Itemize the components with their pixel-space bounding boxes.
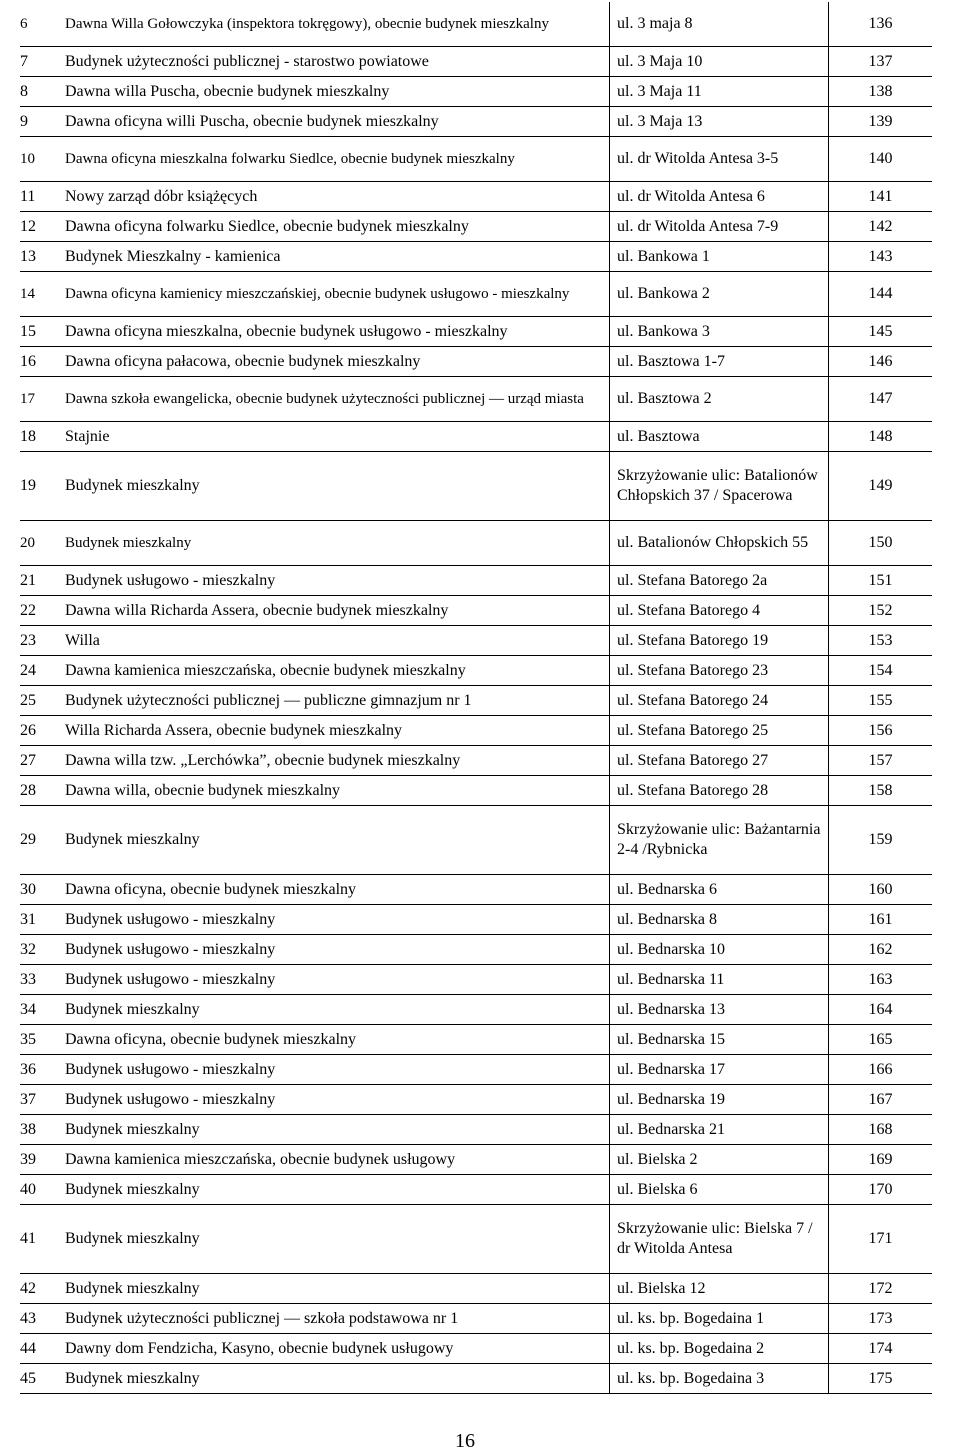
card-number: 160: [829, 875, 933, 905]
row-number: 19: [20, 452, 62, 521]
card-number: 161: [829, 905, 933, 935]
row-number: 32: [20, 935, 62, 965]
row-number: 29: [20, 806, 62, 875]
table-row: [20, 242, 932, 272]
card-number: 150: [829, 521, 933, 566]
building-name: Budynek mieszkalny: [62, 1175, 610, 1205]
building-name: Dawna kamienica mieszczańska, obecnie budynek mieszkalny: [62, 656, 610, 686]
page-number: 16: [455, 1430, 475, 1452]
building-address: Skrzyżowanie ulic: Bażantarnia 2-4 /Rybnicka: [610, 806, 829, 875]
row-number: 45: [20, 1364, 62, 1394]
card-number: 151: [829, 566, 933, 596]
building-address: ul. Basztowa 1-7: [610, 347, 829, 377]
row-number: 44: [20, 1334, 62, 1364]
building-name: Budynek użyteczności publicznej - starostwo powiatowe: [62, 47, 610, 77]
building-address: ul. Basztowa: [610, 422, 829, 452]
card-number: 172: [829, 1274, 933, 1304]
card-number: 144: [829, 272, 933, 317]
table-row: [20, 212, 932, 242]
building-name: Budynek użyteczności publicznej — szkoła podstawowa nr 1: [62, 1304, 610, 1334]
table-row: [20, 377, 932, 422]
row-number: 7: [20, 47, 62, 77]
building-address: ul. Stefana Batorego 23: [610, 656, 829, 686]
table-row: [20, 1115, 932, 1145]
building-address: ul. ks. bp. Bogedaina 2: [610, 1334, 829, 1364]
building-address: ul. Stefana Batorego 27: [610, 746, 829, 776]
row-number: 31: [20, 905, 62, 935]
building-address: ul. dr Witolda Antesa 6: [610, 182, 829, 212]
building-address: ul. Stefana Batorego 19: [610, 626, 829, 656]
building-name: Dawna szkoła ewangelicka, obecnie budynek użyteczności publicznej — urząd miasta: [62, 377, 610, 422]
table-row: [20, 137, 932, 182]
card-number: 173: [829, 1304, 933, 1334]
building-name: Budynek mieszkalny: [62, 452, 610, 521]
building-address: ul. Bednarska 17: [610, 1055, 829, 1085]
card-number: 139: [829, 107, 933, 137]
row-number: 25: [20, 686, 62, 716]
building-address: Skrzyżowanie ulic: Batalionów Chłopskich 37 / Spacerowa: [610, 452, 829, 521]
card-number: 153: [829, 626, 933, 656]
table-row: [20, 875, 932, 905]
building-name: Dawna oficyna, obecnie budynek mieszkalny: [62, 875, 610, 905]
building-name: Dawna oficyna willi Puscha, obecnie budynek mieszkalny: [62, 107, 610, 137]
row-number: 8: [20, 77, 62, 107]
table-row: [20, 422, 932, 452]
table-row: [20, 1055, 932, 1085]
table-row: [20, 47, 932, 77]
building-address: ul. Stefana Batorego 25: [610, 716, 829, 746]
row-number: 15: [20, 317, 62, 347]
table-row: [20, 626, 932, 656]
card-number: 141: [829, 182, 933, 212]
building-name: Dawna oficyna mieszkalna folwarku Siedlce, obecnie budynek mieszkalny: [62, 137, 610, 182]
table-row: [20, 1085, 932, 1115]
building-address: ul. Bednarska 10: [610, 935, 829, 965]
table-row: [20, 596, 932, 626]
row-number: 24: [20, 656, 62, 686]
building-name: Dawny dom Fendzicha, Kasyno, obecnie budynek usługowy: [62, 1334, 610, 1364]
row-number: 39: [20, 1145, 62, 1175]
building-name: Budynek mieszkalny: [62, 1364, 610, 1394]
card-number: 171: [829, 1205, 933, 1274]
building-name: Stajnie: [62, 422, 610, 452]
building-name: Budynek użyteczności publicznej — publiczne gimnazjum nr 1: [62, 686, 610, 716]
row-number: 22: [20, 596, 62, 626]
card-number: 167: [829, 1085, 933, 1115]
card-number: 147: [829, 377, 933, 422]
table-row: [20, 1274, 932, 1304]
card-number: 157: [829, 746, 933, 776]
table-row: [20, 77, 932, 107]
building-address: ul. Batalionów Chłopskich 55: [610, 521, 829, 566]
row-number: 43: [20, 1304, 62, 1334]
card-number: 148: [829, 422, 933, 452]
table-row: [20, 656, 932, 686]
table-row: [20, 995, 932, 1025]
card-number: 164: [829, 995, 933, 1025]
building-address: ul. 3 Maja 13: [610, 107, 829, 137]
row-number: 13: [20, 242, 62, 272]
row-number: 17: [20, 377, 62, 422]
row-number: 9: [20, 107, 62, 137]
table-row: [20, 965, 932, 995]
building-address: ul. dr Witolda Antesa 3-5: [610, 137, 829, 182]
building-address: ul. Bednarska 6: [610, 875, 829, 905]
card-number: 162: [829, 935, 933, 965]
building-name: Dawna oficyna folwarku Siedlce, obecnie budynek mieszkalny: [62, 212, 610, 242]
row-number: 41: [20, 1205, 62, 1274]
building-name: Budynek mieszkalny: [62, 521, 610, 566]
building-address: ul. ks. bp. Bogedaina 1: [610, 1304, 829, 1334]
table-row: [20, 182, 932, 212]
building-name: Willa: [62, 626, 610, 656]
row-number: 33: [20, 965, 62, 995]
card-number: 154: [829, 656, 933, 686]
table-row: [20, 566, 932, 596]
building-address: ul. Stefana Batorego 28: [610, 776, 829, 806]
row-number: 16: [20, 347, 62, 377]
table-row: [20, 347, 932, 377]
building-name: Dawna willa, obecnie budynek mieszkalny: [62, 776, 610, 806]
building-address: ul. dr Witolda Antesa 7-9: [610, 212, 829, 242]
building-name: Budynek mieszkalny: [62, 995, 610, 1025]
building-address: Skrzyżowanie ulic: Bielska 7 / dr Witolda Antesa: [610, 1205, 829, 1274]
table-row: [20, 806, 932, 875]
building-name: Budynek mieszkalny: [62, 1274, 610, 1304]
building-address: ul. 3 Maja 10: [610, 47, 829, 77]
building-address: ul. Stefana Batorego 2a: [610, 566, 829, 596]
card-number: 175: [829, 1364, 933, 1394]
building-name: Dawna willa Puscha, obecnie budynek mieszkalny: [62, 77, 610, 107]
card-number: 142: [829, 212, 933, 242]
building-address: ul. Bednarska 15: [610, 1025, 829, 1055]
building-address: ul. Bielska 12: [610, 1274, 829, 1304]
building-address: ul. Bielska 6: [610, 1175, 829, 1205]
card-number: 156: [829, 716, 933, 746]
building-address: ul. Bednarska 11: [610, 965, 829, 995]
building-address: ul. Bednarska 8: [610, 905, 829, 935]
row-number: 34: [20, 995, 62, 1025]
row-number: 38: [20, 1115, 62, 1145]
card-number: 166: [829, 1055, 933, 1085]
row-number: 27: [20, 746, 62, 776]
table-row: [20, 1304, 932, 1334]
table-row: [20, 272, 932, 317]
table-row: [20, 686, 932, 716]
building-name: Budynek usługowo - mieszkalny: [62, 566, 610, 596]
building-name: Dawna Willa Gołowczyka (inspektora tokręgowy), obecnie budynek mieszkalny: [62, 2, 610, 47]
building-name: Budynek mieszkalny: [62, 1205, 610, 1274]
building-name: Dawna oficyna, obecnie budynek mieszkalny: [62, 1025, 610, 1055]
card-number: 155: [829, 686, 933, 716]
building-address: ul. Basztowa 2: [610, 377, 829, 422]
row-number: 11: [20, 182, 62, 212]
row-number: 37: [20, 1085, 62, 1115]
card-number: 152: [829, 596, 933, 626]
row-number: 20: [20, 521, 62, 566]
building-address: ul. Bankowa 2: [610, 272, 829, 317]
building-address: ul. Bielska 2: [610, 1145, 829, 1175]
table-row: [20, 935, 932, 965]
row-number: 42: [20, 1274, 62, 1304]
table-row: [20, 317, 932, 347]
row-number: 6: [20, 2, 62, 47]
row-number: 40: [20, 1175, 62, 1205]
building-name: Budynek usługowo - mieszkalny: [62, 1055, 610, 1085]
row-number: 23: [20, 626, 62, 656]
card-number: 163: [829, 965, 933, 995]
table-row: [20, 1205, 932, 1274]
table-row: [20, 746, 932, 776]
building-name: Dawna oficyna pałacowa, obecnie budynek mieszkalny: [62, 347, 610, 377]
row-number: 35: [20, 1025, 62, 1055]
card-number: 169: [829, 1145, 933, 1175]
card-number: 143: [829, 242, 933, 272]
row-number: 12: [20, 212, 62, 242]
row-number: 30: [20, 875, 62, 905]
table-row: [20, 521, 932, 566]
building-name: Budynek mieszkalny: [62, 806, 610, 875]
building-name: Dawna willa Richarda Assera, obecnie budynek mieszkalny: [62, 596, 610, 626]
building-name: Dawna kamienica mieszczańska, obecnie budynek usługowy: [62, 1145, 610, 1175]
card-number: 140: [829, 137, 933, 182]
row-number: 26: [20, 716, 62, 746]
table-row: [20, 1364, 932, 1394]
table-row: [20, 905, 932, 935]
card-number: 159: [829, 806, 933, 875]
row-number: 14: [20, 272, 62, 317]
card-number: 174: [829, 1334, 933, 1364]
card-number: 136: [829, 2, 933, 47]
card-number: 146: [829, 347, 933, 377]
row-number: 28: [20, 776, 62, 806]
building-address: ul. Stefana Batorego 4: [610, 596, 829, 626]
table-row: [20, 1145, 932, 1175]
card-number: 168: [829, 1115, 933, 1145]
table-row: [20, 716, 932, 746]
building-name: Budynek usługowo - mieszkalny: [62, 965, 610, 995]
row-number: 36: [20, 1055, 62, 1085]
building-address: ul. Bankowa 3: [610, 317, 829, 347]
table-row: [20, 452, 932, 521]
building-name: Dawna oficyna mieszkalna, obecnie budynek usługowo - mieszkalny: [62, 317, 610, 347]
table-row: [20, 1334, 932, 1364]
building-name: Dawna willa tzw. „Lerchówka”, obecnie budynek mieszkalny: [62, 746, 610, 776]
building-name: Willa Richarda Assera, obecnie budynek mieszkalny: [62, 716, 610, 746]
card-number: 165: [829, 1025, 933, 1055]
table-row: [20, 776, 932, 806]
table-row: [20, 1175, 932, 1205]
row-number: 10: [20, 137, 62, 182]
building-address: ul. Stefana Batorego 24: [610, 686, 829, 716]
card-number: 170: [829, 1175, 933, 1205]
table-row: [20, 1025, 932, 1055]
building-name: Budynek mieszkalny: [62, 1115, 610, 1145]
table-row: [20, 107, 932, 137]
table-row: [20, 2, 932, 47]
building-address: ul. ks. bp. Bogedaina 3: [610, 1364, 829, 1394]
row-number: 21: [20, 566, 62, 596]
building-name: Budynek usługowo - mieszkalny: [62, 935, 610, 965]
card-number: 149: [829, 452, 933, 521]
card-number: 158: [829, 776, 933, 806]
building-address: ul. Bankowa 1: [610, 242, 829, 272]
building-address: ul. Bednarska 13: [610, 995, 829, 1025]
building-address: ul. Bednarska 19: [610, 1085, 829, 1115]
building-name: Budynek usługowo - mieszkalny: [62, 1085, 610, 1115]
building-name: Budynek Mieszkalny - kamienica: [62, 242, 610, 272]
building-name: Dawna oficyna kamienicy mieszczańskiej, obecnie budynek usługowo - mieszkalny: [62, 272, 610, 317]
card-number: 137: [829, 47, 933, 77]
monument-register-table: [20, 2, 932, 1394]
card-number: 138: [829, 77, 933, 107]
building-address: ul. Bednarska 21: [610, 1115, 829, 1145]
row-number: 18: [20, 422, 62, 452]
building-name: Nowy zarząd dóbr książęcych: [62, 182, 610, 212]
building-address: ul. 3 maja 8: [610, 2, 829, 47]
building-address: ul. 3 Maja 11: [610, 77, 829, 107]
card-number: 145: [829, 317, 933, 347]
building-name: Budynek usługowo - mieszkalny: [62, 905, 610, 935]
